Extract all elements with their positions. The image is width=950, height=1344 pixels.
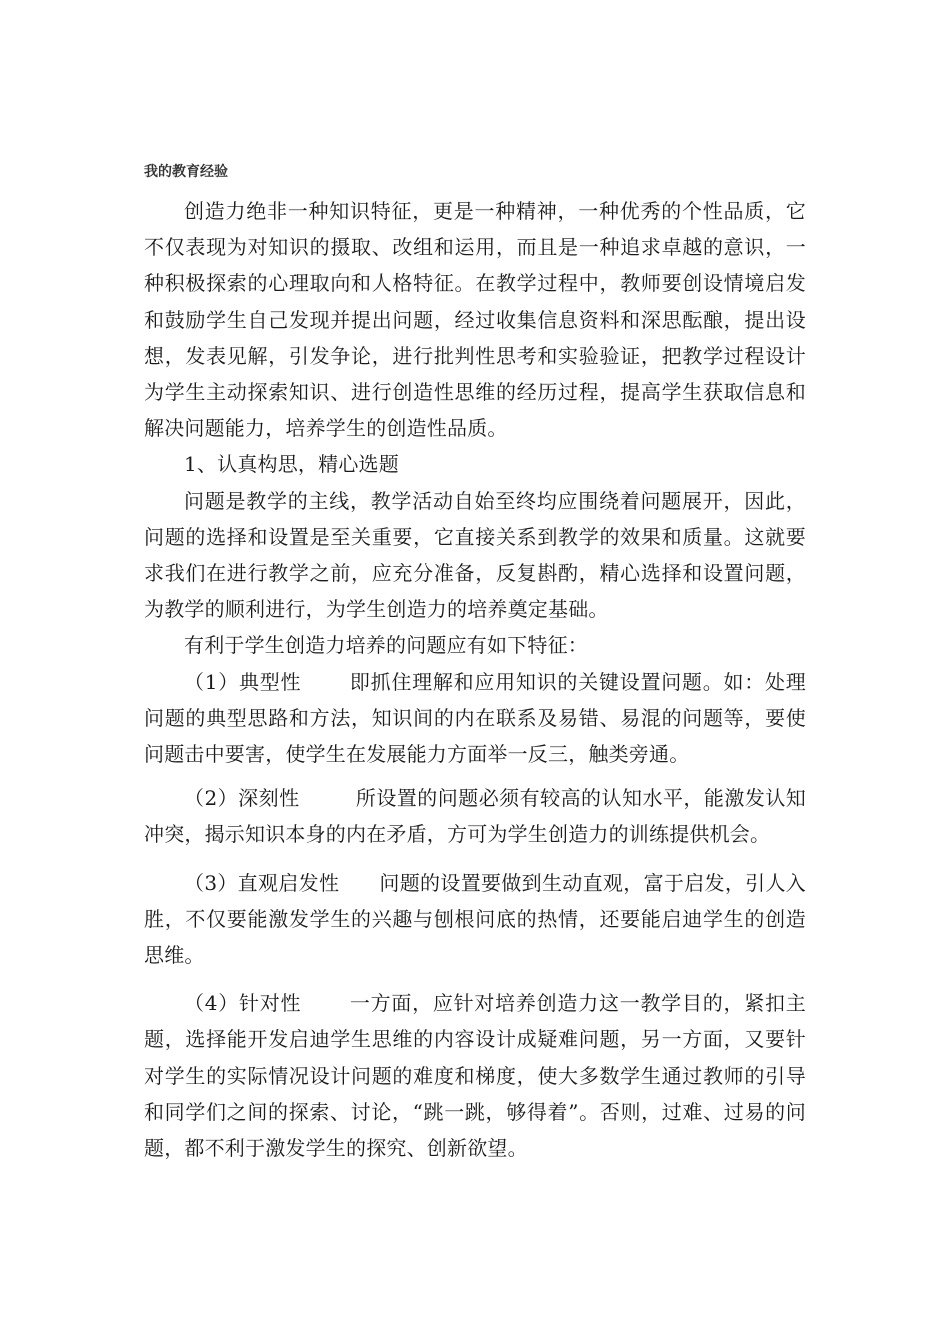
feature-item-targeted — [144, 973, 806, 1166]
feature-text: 一方面，应针对培养创造力这一教学目的，紧扣主题，选择能开发启迪学生思维的内容设计成疑难问题，另一方面，又要针对学生的实际情况设计问题的难度和梯度，使大多数学生通过教师的引导和同学们之间的探索、讨论，“跳一跳，够得着”。否则，过难、过易的问题，都不利于激发学生的探究、创新欲望。 — [144, 991, 806, 1161]
paragraph-text: 创造力绝非一种知识特征，更是一种精神，一种优秀的个性品质，它不仅表现为对知识的摄取、改组和运用，而且是一种追求卓越的意识，一种积极探索的心理取向和人格特征。在教学过程中，教师要创设情境启发和鼓励学生自己发现并提出问题，经过收集信息资料和深思酝酿，提出设想，发表见解，引发争论，进行批判性思考和实验验证，把教学过程设计为学生主动探索知识、进行创造性思维的经历过程，提高学生获取信息和解决问题能力，培养学生的创造性品质。 — [144, 199, 806, 441]
feature-label: （1）典型性 — [184, 669, 302, 694]
feature-text: 即抓住理解和应用知识的关键设置问题。如：处理问题的典型思路和方法，知识间的内在联系及易错、易混的问题等，要使问题击中要害，使学生在发展能力方面举一反三，触类旁通。 — [144, 669, 806, 767]
document-body — [144, 193, 806, 1166]
feature-label: （3）直观启发性 — [184, 870, 340, 895]
feature-item-intuitive — [144, 853, 806, 974]
paragraph-text: 有利于学生创造力培养的问题应有如下特征： — [184, 633, 588, 658]
feature-label: （4）针对性 — [184, 991, 302, 1016]
paragraph-features-intro — [144, 627, 806, 663]
paragraph-intro — [144, 193, 806, 446]
feature-label: （2）深刻性 — [184, 786, 300, 811]
paragraph-problem-mainline — [144, 483, 806, 628]
paragraph-text: 问题是教学的主线，教学活动自始至终均应围绕着问题展开，因此，问题的选择和设置是至关重要，它直接关系到教学的效果和质量。这就要求我们在进行教学之前，应充分准备，反复斟酌，精心选择和设置问题，为教学的顺利进行，为学生创造力的培养奠定基础。 — [144, 488, 806, 622]
feature-item-typical — [144, 664, 806, 773]
section-heading-text: 1、认真构思，精心选题 — [184, 452, 399, 477]
section-heading — [144, 446, 806, 482]
feature-item-depth — [144, 772, 806, 852]
feature-text: 问题的设置要做到生动直观，富于启发，引人入胜，不仅要能激发学生的兴趣与刨根问底的热情，还要能启迪学生的创造思维。 — [144, 870, 807, 968]
feature-text: 所设置的问题必须有较高的认知水平，能激发认知冲突，揭示知识本身的内在矛盾，方可为学生创造力的训练提供机会。 — [144, 786, 806, 847]
document-title: 我的教育经验 — [144, 164, 228, 180]
